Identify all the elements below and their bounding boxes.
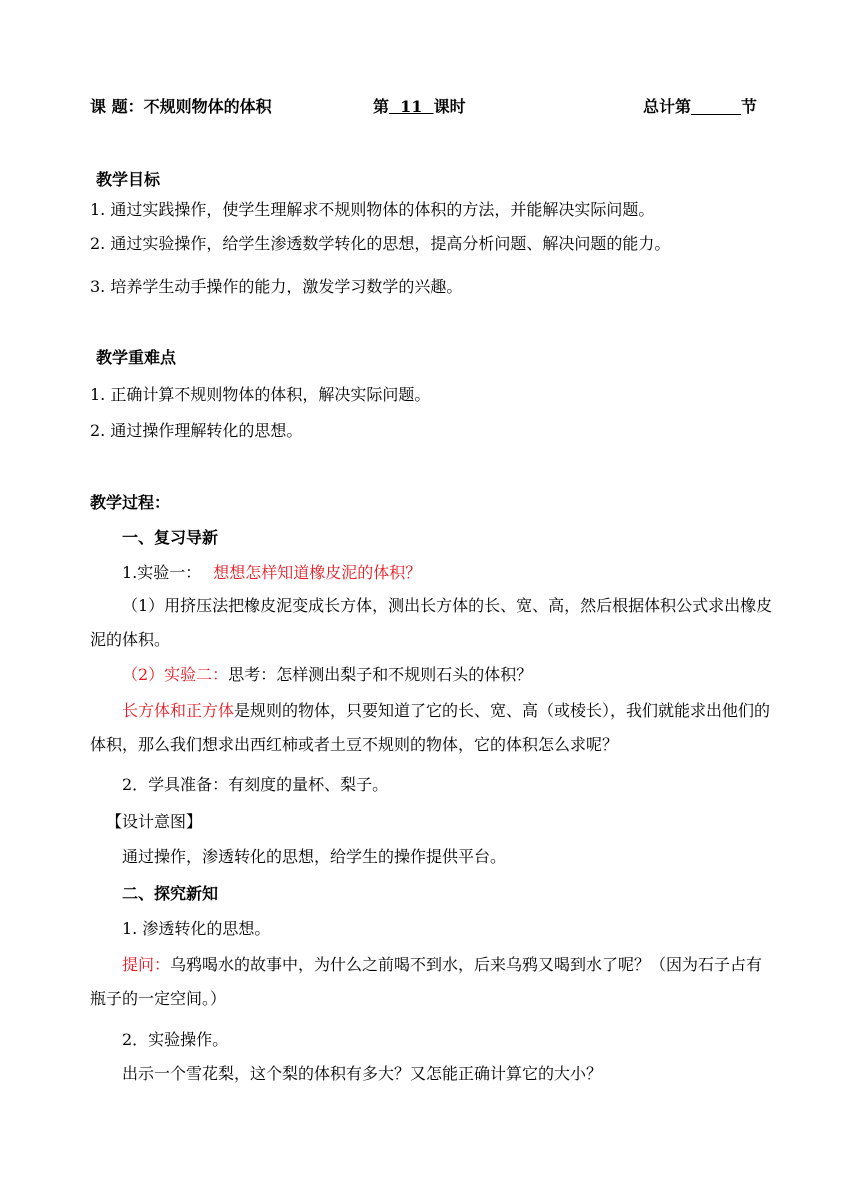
objective-item: 3. 培养学生动手操作的能力，激发学习数学的兴趣。 (90, 277, 463, 296)
experiment-1 (122, 562, 421, 584)
lesson-topic: 课 题：不规则物体的体积 (90, 97, 272, 116)
experiment-1-label: 1.实验一： (122, 563, 202, 582)
step-1: 1. 渗透转化的思想。 (122, 919, 271, 938)
section-explore: 二、探究新知 (122, 884, 219, 903)
keypoint-item: 2. 通过操作理解转化的思想。 (90, 421, 303, 440)
objective-item: 1. 通过实践操作，使学生理解求不规则物体的体积的方法，并能解决实际问题。 (90, 200, 655, 219)
question-text: 乌鸦喝水的故事中，为什么之前喝不到水，后来乌鸦又喝到水了呢？（因为石子占有瓶子的一定空间。） (90, 955, 763, 1008)
experiment-2 (122, 664, 532, 686)
experiment-1-question: 想想怎样知道橡皮泥的体积？ (213, 563, 422, 582)
step-2: 2．实验操作。 (122, 1030, 229, 1049)
design-text: 通过操作，渗透转化的思想，给学生的操作提供平台。 (122, 847, 507, 866)
lesson-suffix: 课时 (433, 97, 466, 116)
lesson-prefix: 第 (373, 97, 390, 116)
total-prefix: 总计第 (643, 97, 692, 116)
question-paragraph (90, 948, 774, 1016)
lesson-number-value: 11 (389, 97, 434, 116)
experiment-2-label: （2）实验二： (122, 665, 229, 684)
total-suffix: 节 (741, 97, 758, 116)
experiment-1-detail: （1）用挤压法把橡皮泥变成长方体，测出长方体的长、宽、高，然后根据体积公式求出橡皮泥的体积。 (90, 596, 773, 649)
lesson-total (643, 96, 757, 118)
objectives-title: 教学目标 (96, 170, 161, 189)
design-title: 【设计意图】 (106, 812, 203, 831)
experiment-2-text: 思考：怎样测出梨子和不规则石头的体积？ (228, 665, 533, 684)
total-blank (691, 98, 741, 115)
section-review: 一、复习导新 (122, 528, 219, 547)
lesson-number (373, 96, 466, 118)
keypoints-title: 教学重难点 (96, 348, 177, 367)
objective-item: 2. 通过实验操作，给学生渗透数学转化的思想，提高分析问题、解决问题的能力。 (90, 234, 671, 253)
regular-text: 是规则的物体，只要知道了它的长、宽、高（或棱长），我们就能求出他们的体积，那么我们想求出西红柿或者土豆不规则的物体，它的体积怎么求呢？ (90, 701, 771, 754)
tools-prep: 2．学具准备：有刻度的量杯、梨子。 (122, 775, 389, 794)
keypoint-item: 1. 正确计算不规则物体的体积，解决实际问题。 (90, 385, 431, 404)
regular-highlight: 长方体和正方体 (122, 701, 235, 720)
pear-question: 出示一个雪花梨，这个梨的体积有多大？又怎能正确计算它的大小？ (122, 1064, 603, 1083)
process-title: 教学过程： (90, 493, 171, 512)
question-label: 提问： (122, 955, 171, 974)
regular-paragraph (90, 694, 774, 762)
